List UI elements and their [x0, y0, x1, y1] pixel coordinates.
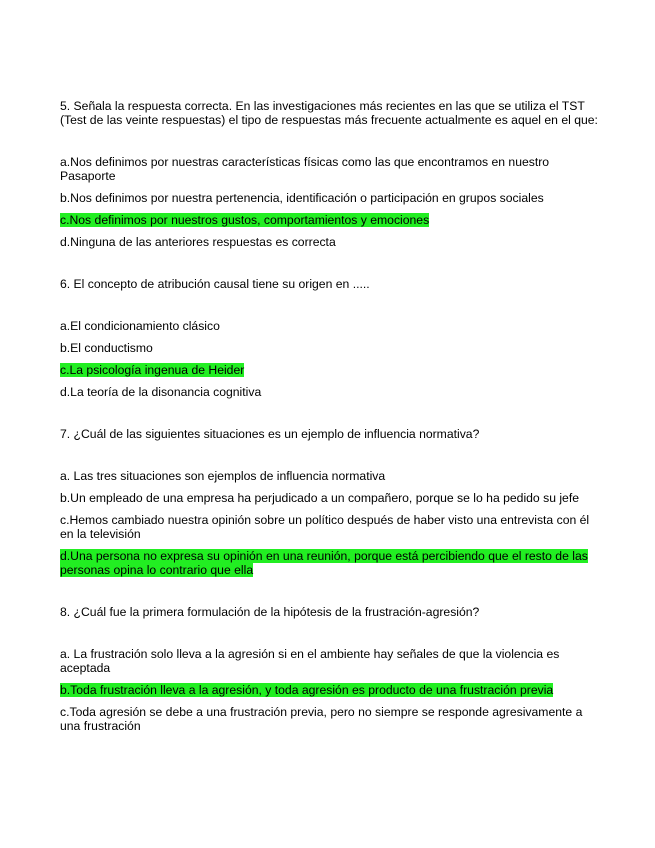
- option-d-correct: [60, 549, 600, 577]
- option-text: d.Ninguna de las anteriores respuestas es correcta: [60, 235, 336, 249]
- question-stem: 8. ¿Cuál fue la primera formulación de la hipótesis de la frustración-agresión?: [60, 605, 480, 619]
- option-b-correct: [60, 683, 600, 697]
- option-text: a.Nos definimos por nuestras características físicas como las que encontramos en nuestro Pasaporte: [60, 155, 550, 183]
- option-text: d.La teoría de la disonancia cognitiva: [60, 385, 262, 399]
- option-d: [60, 385, 600, 399]
- option-text: b.Nos definimos por nuestra pertenencia, identificación o participación en grupos sociales: [60, 191, 544, 205]
- option-text: c.Hemos cambiado nuestra opinión sobre un político después de haber visto una entrevista con él en la televisión: [60, 513, 590, 541]
- option-text-highlighted: c.Nos definimos por nuestros gustos, comportamientos y emociones: [60, 213, 430, 227]
- option-a: [60, 647, 600, 675]
- option-b: [60, 191, 600, 205]
- question-7: [60, 427, 600, 577]
- option-text-highlighted: c.La psicología ingenua de Heider: [60, 363, 245, 377]
- option-a: [60, 155, 600, 183]
- question-stem: 6. El concepto de atribución causal tiene su origen en .....: [60, 277, 370, 291]
- option-b: [60, 341, 600, 355]
- question-stem: 7. ¿Cuál de las siguientes situaciones es un ejemplo de influencia normativa?: [60, 427, 480, 441]
- option-b: [60, 491, 600, 505]
- option-text: a.El condicionamiento clásico: [60, 319, 220, 333]
- option-c-correct: [60, 213, 600, 227]
- option-text: b.El conductismo: [60, 341, 153, 355]
- option-text: a. Las tres situaciones son ejemplos de influencia normativa: [60, 469, 386, 483]
- question-6: [60, 277, 600, 399]
- document-page: [60, 99, 600, 741]
- option-text: c.Toda agresión se debe a una frustración previa, pero no siempre se responde agresivamente a una frustración: [60, 705, 583, 733]
- option-a: [60, 469, 600, 483]
- question-8: [60, 605, 600, 733]
- option-c: [60, 705, 600, 733]
- option-d: [60, 235, 600, 249]
- option-text-highlighted: b.Toda frustración lleva a la agresión, y toda agresión es producto de una frustración previa: [60, 683, 554, 697]
- option-c: [60, 513, 600, 541]
- question-stem: 5. Señala la respuesta correcta. En las investigaciones más recientes en las que se utiliza el TST (Test de las veinte respuestas) el tipo de respuestas más frecuente actualmente es aquel en el que:: [60, 99, 598, 127]
- option-c-correct: [60, 363, 600, 377]
- option-text: b.Un empleado de una empresa ha perjudicado a un compañero, porque se lo ha pedido su jefe: [60, 491, 580, 505]
- option-text-highlighted: d.Una persona no expresa su opinión en una reunión, porque está percibiendo que el resto de las personas opina lo contrario que ella: [60, 549, 588, 577]
- option-a: [60, 319, 600, 333]
- question-5: [60, 99, 600, 249]
- option-text: a. La frustración solo lleva a la agresión si en el ambiente hay señales de que la violencia es aceptada: [60, 647, 560, 675]
